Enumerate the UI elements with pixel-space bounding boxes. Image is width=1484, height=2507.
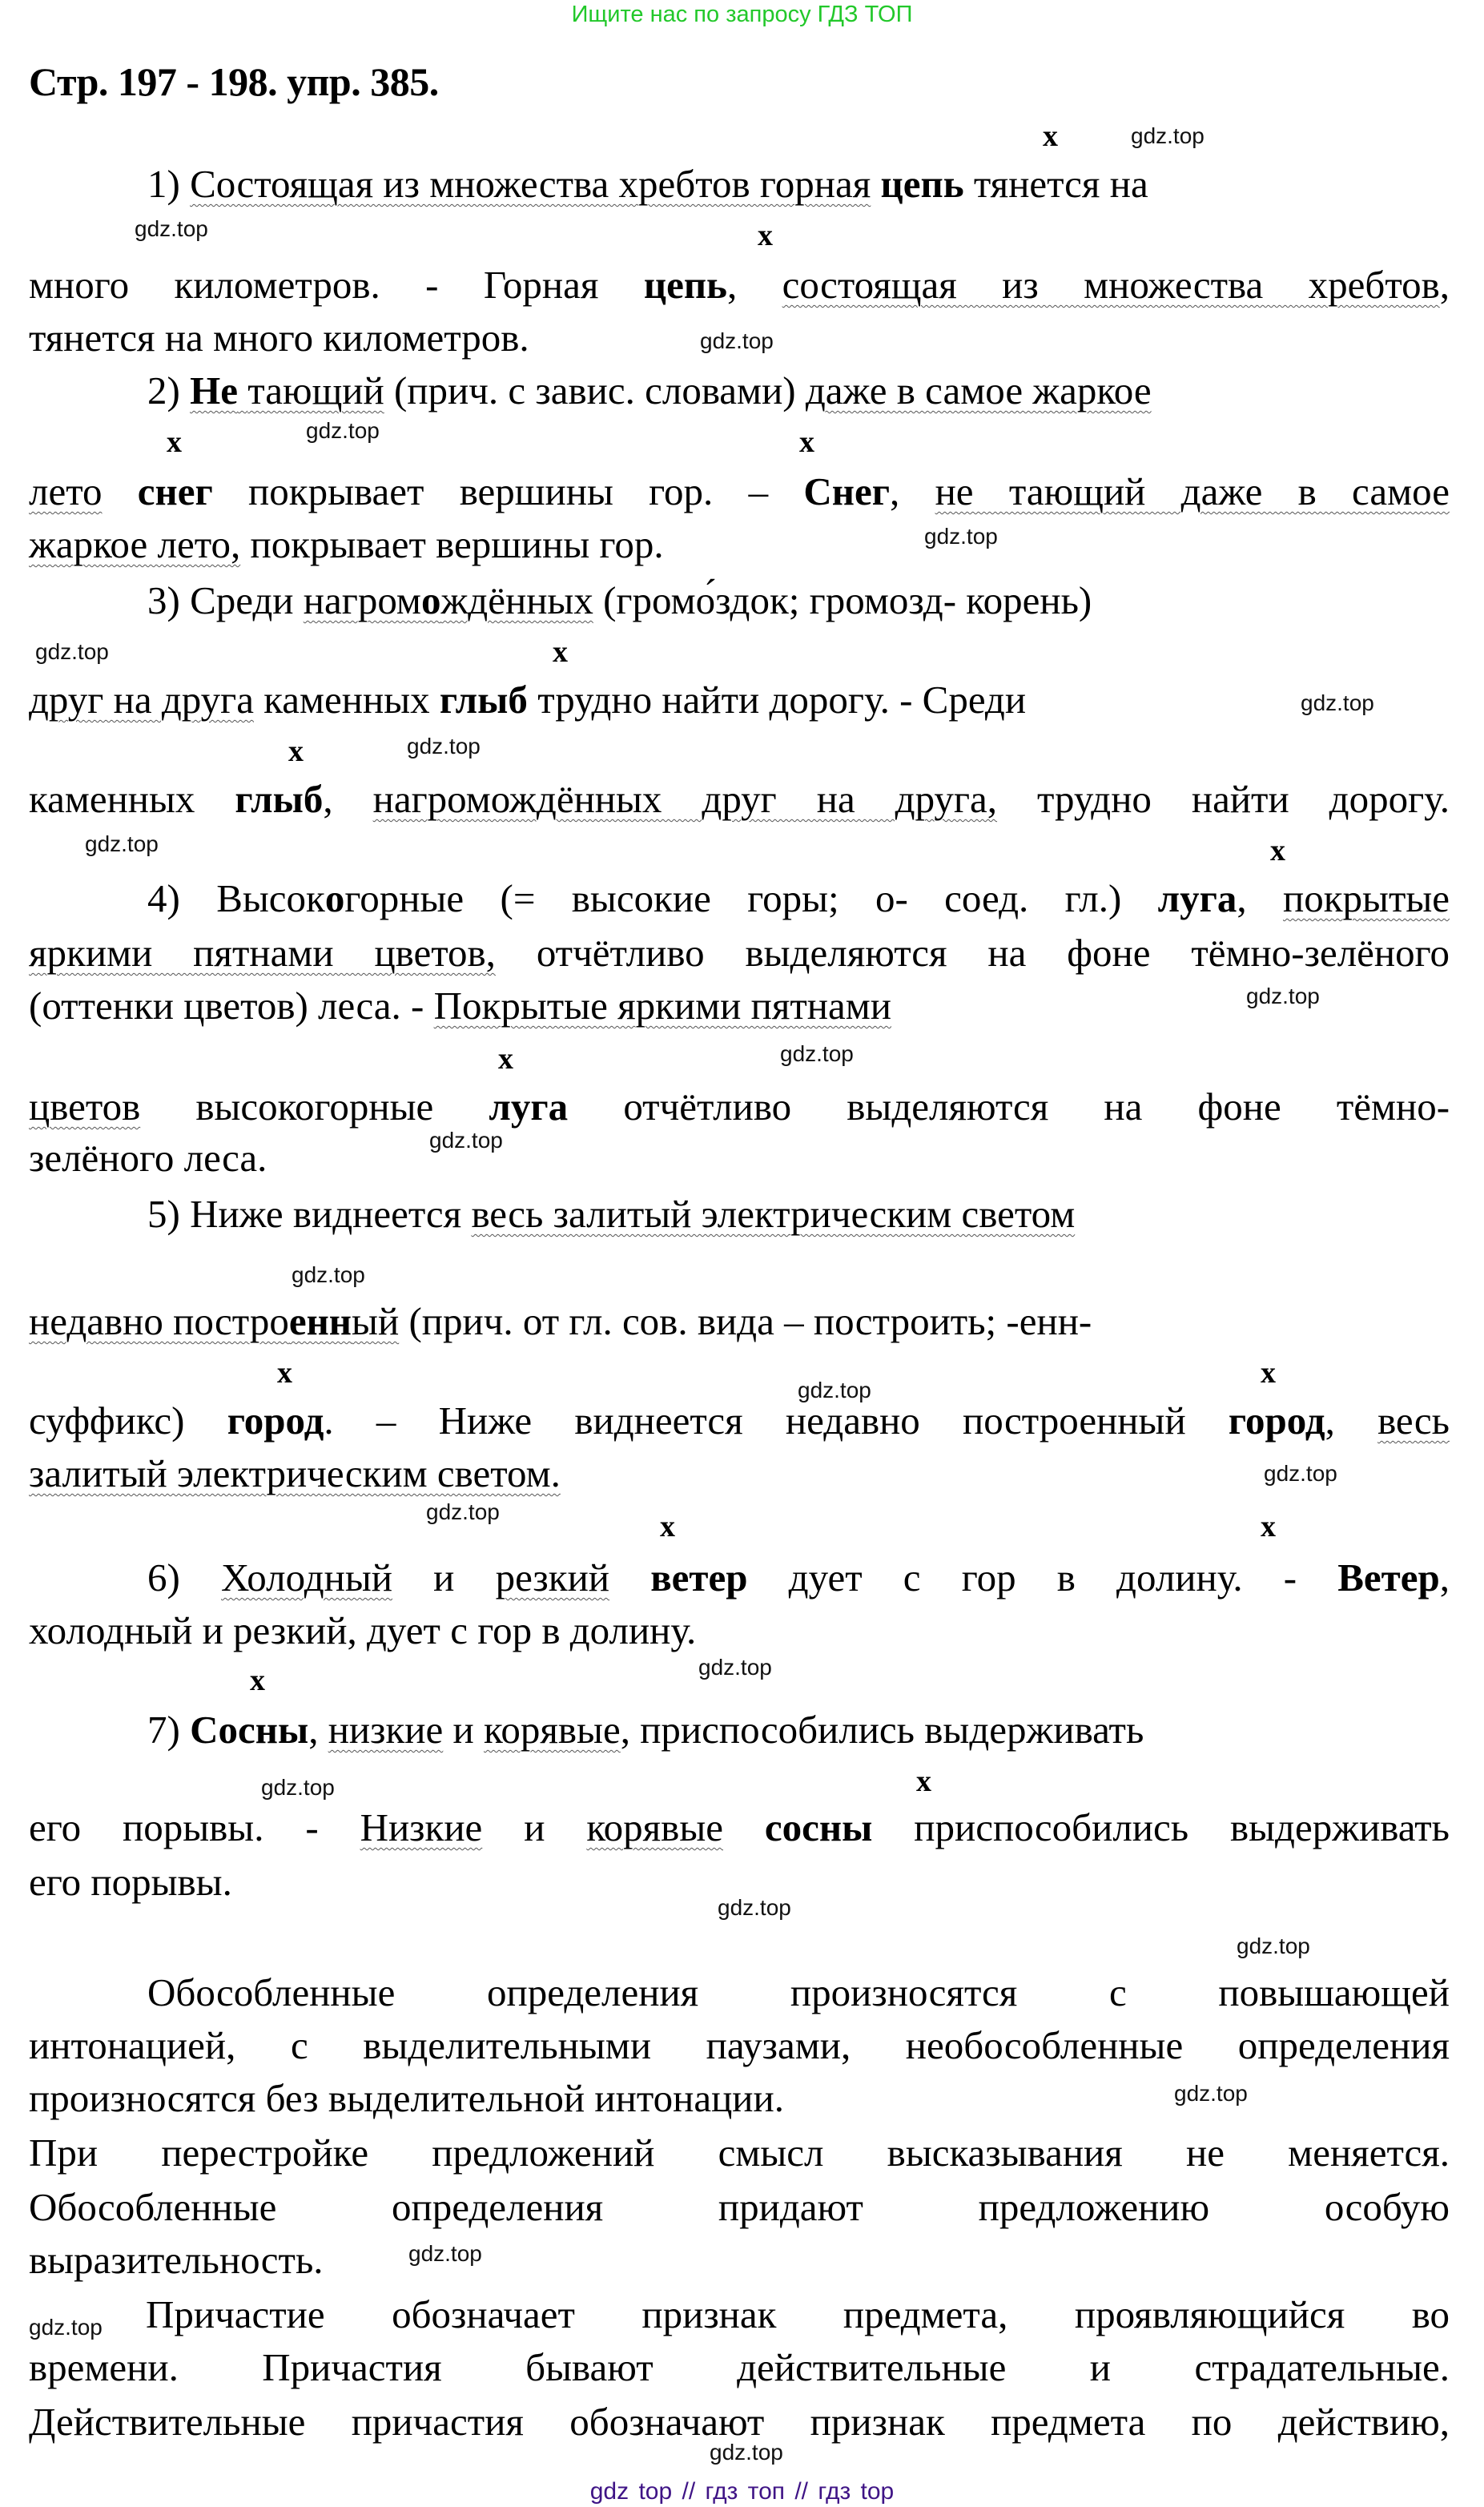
item-5-line-3: суффикс) город. – Ниже виднеется недавно построенный город, весь (29, 1398, 1450, 1443)
watermark: gdz.top (408, 2241, 482, 2266)
watermark: gdz.top (429, 1128, 503, 1153)
item-5-line-2: недавно построенный (прич. от гл. сов. вида – построить; -енн- (29, 1299, 1092, 1343)
watermark: gdz.top (135, 216, 208, 241)
watermark: gdz.top (1237, 1934, 1310, 1958)
x-mark: x (758, 219, 773, 252)
x-mark: x (288, 734, 304, 768)
item-4-line-3: (оттенки цветов) леса. - Покрытые яркими пятнами (29, 984, 891, 1028)
watermark: gdz.top (1246, 984, 1320, 1008)
watermark: gdz.top (407, 734, 481, 759)
watermark: gdz.top (1174, 2081, 1248, 2106)
watermark: gdz.top (292, 1262, 365, 1287)
watermark: gdz.top (924, 524, 998, 549)
watermark: gdz.top (798, 1378, 871, 1402)
search-hint-banner: Ищите нас по запросу ГДЗ ТОП (571, 2, 913, 27)
item-7-line-3: его порывы. (29, 1860, 232, 1904)
explanation-p3-line-3: Действительные причастия обозначают признак предмета по действию, (29, 2400, 1450, 2444)
item-5-line-1: 5) Ниже виднеется весь залитый электрическим светом (147, 1192, 1076, 1236)
explanation-p1-line-3: произносятся без выделительной интонации. (29, 2076, 784, 2120)
watermark: gdz.top (718, 1895, 791, 1920)
item-6-line-2: холодный и резкий, дует с гор в долину. (29, 1608, 697, 1652)
x-mark: x (250, 1664, 265, 1697)
item-3-line-3: каменных глыб, нагромождённых друг на друга, трудно найти дорогу. (29, 777, 1450, 821)
x-mark: x (1270, 834, 1285, 867)
item-1-line-1: 1) Состоящая из множества хребтов горная цепь тянется на (147, 162, 1148, 206)
explanation-p2-line-1: При перестройке предложений смысл высказывания не меняется. (29, 2131, 1450, 2175)
item-1-line-2: много километров. - Горная цепь, состоящая из множества хребтов, (29, 263, 1450, 307)
x-mark: x (1261, 1356, 1276, 1390)
item-7-line-2: его порывы. - Низкие и корявые сосны приспособились выдерживать (29, 1805, 1450, 1849)
watermark: gdz.top (700, 328, 774, 353)
item-4-line-4: цветов высокогорные луга отчётливо выделяются на фоне тёмно- (29, 1084, 1450, 1129)
watermark: gdz.top (35, 639, 109, 664)
explanation-p2-line-3: выразительность. (29, 2238, 324, 2282)
x-mark: x (498, 1042, 513, 1076)
watermark: gdz.top (1264, 1461, 1337, 1486)
item-7-line-1: 7) Сосны, низкие и корявые, приспособились выдерживать (147, 1708, 1144, 1752)
watermark: gdz.top (698, 1655, 772, 1680)
watermark: gdz.top (1131, 123, 1204, 148)
explanation-p3-line-1: Причастие обозначает признак предмета, проявляющийся во (146, 2292, 1450, 2336)
x-mark: x (553, 635, 568, 669)
watermark: gdz.top (710, 2440, 783, 2465)
watermark: gdz.top (426, 1499, 500, 1524)
x-mark: x (660, 1510, 675, 1543)
watermark: gdz.top (306, 418, 380, 443)
watermark: gdz.top (261, 1775, 335, 1800)
watermark: gdz.top (85, 831, 159, 856)
x-mark: x (277, 1356, 292, 1390)
explanation-p3-line-2: времени. Причастия бывают действительные и страдательные. (29, 2345, 1450, 2389)
page-title: Стр. 197 - 198. упр. 385. (29, 59, 439, 104)
item-2-line-3: жаркое лето, покрывает вершины гор. (29, 522, 664, 566)
x-mark: x (1261, 1510, 1276, 1543)
x-mark: x (167, 425, 182, 459)
explanation-p2-line-2: Обособленные определения придают предложению особую (29, 2185, 1450, 2229)
explanation-p1-line-1: Обособленные определения произносятся с повышающей (147, 1970, 1450, 2014)
item-4-line-2: яркими пятнами цветов, отчётливо выделяются на фоне тёмно-зелёного (29, 931, 1450, 975)
watermark: gdz.top (1301, 690, 1374, 715)
item-4-line-1: 4) Высокогорные (= высокие горы; о- соед. гл.) луга, покрытые (147, 876, 1450, 920)
item-2-line-2: лето снег покрывает вершины гор. – Снег, не тающий даже в самое (29, 469, 1450, 513)
watermark: gdz.top (29, 2315, 103, 2340)
item-2-line-1: 2) Не тающий (прич. с завис. словами) даже в самое жаркое (147, 368, 1152, 412)
explanation-p1-line-2: интонацией, с выделительными паузами, необособленные определения (29, 2023, 1450, 2067)
item-3-line-1: 3) Среди нагромождённых (громо́здок; громозд- корень) (147, 578, 1092, 622)
x-mark: x (799, 425, 814, 459)
footer-links[interactable]: gdz top // гдз топ // гдз top (589, 2478, 895, 2505)
watermark: gdz.top (780, 1041, 854, 1066)
item-3-line-2: друг на друга каменных глыб трудно найти дорогу. - Среди (29, 678, 1027, 722)
item-1-line-3: тянется на много километров. (29, 316, 529, 360)
item-6-line-1: 6) Холодный и резкий ветер дует с гор в долину. - Ветер, (147, 1555, 1450, 1600)
x-mark: x (1043, 119, 1058, 153)
x-mark: x (916, 1765, 931, 1798)
item-4-line-5: зелёного леса. (29, 1136, 267, 1180)
item-5-line-4: залитый электрическим светом. (29, 1451, 561, 1495)
